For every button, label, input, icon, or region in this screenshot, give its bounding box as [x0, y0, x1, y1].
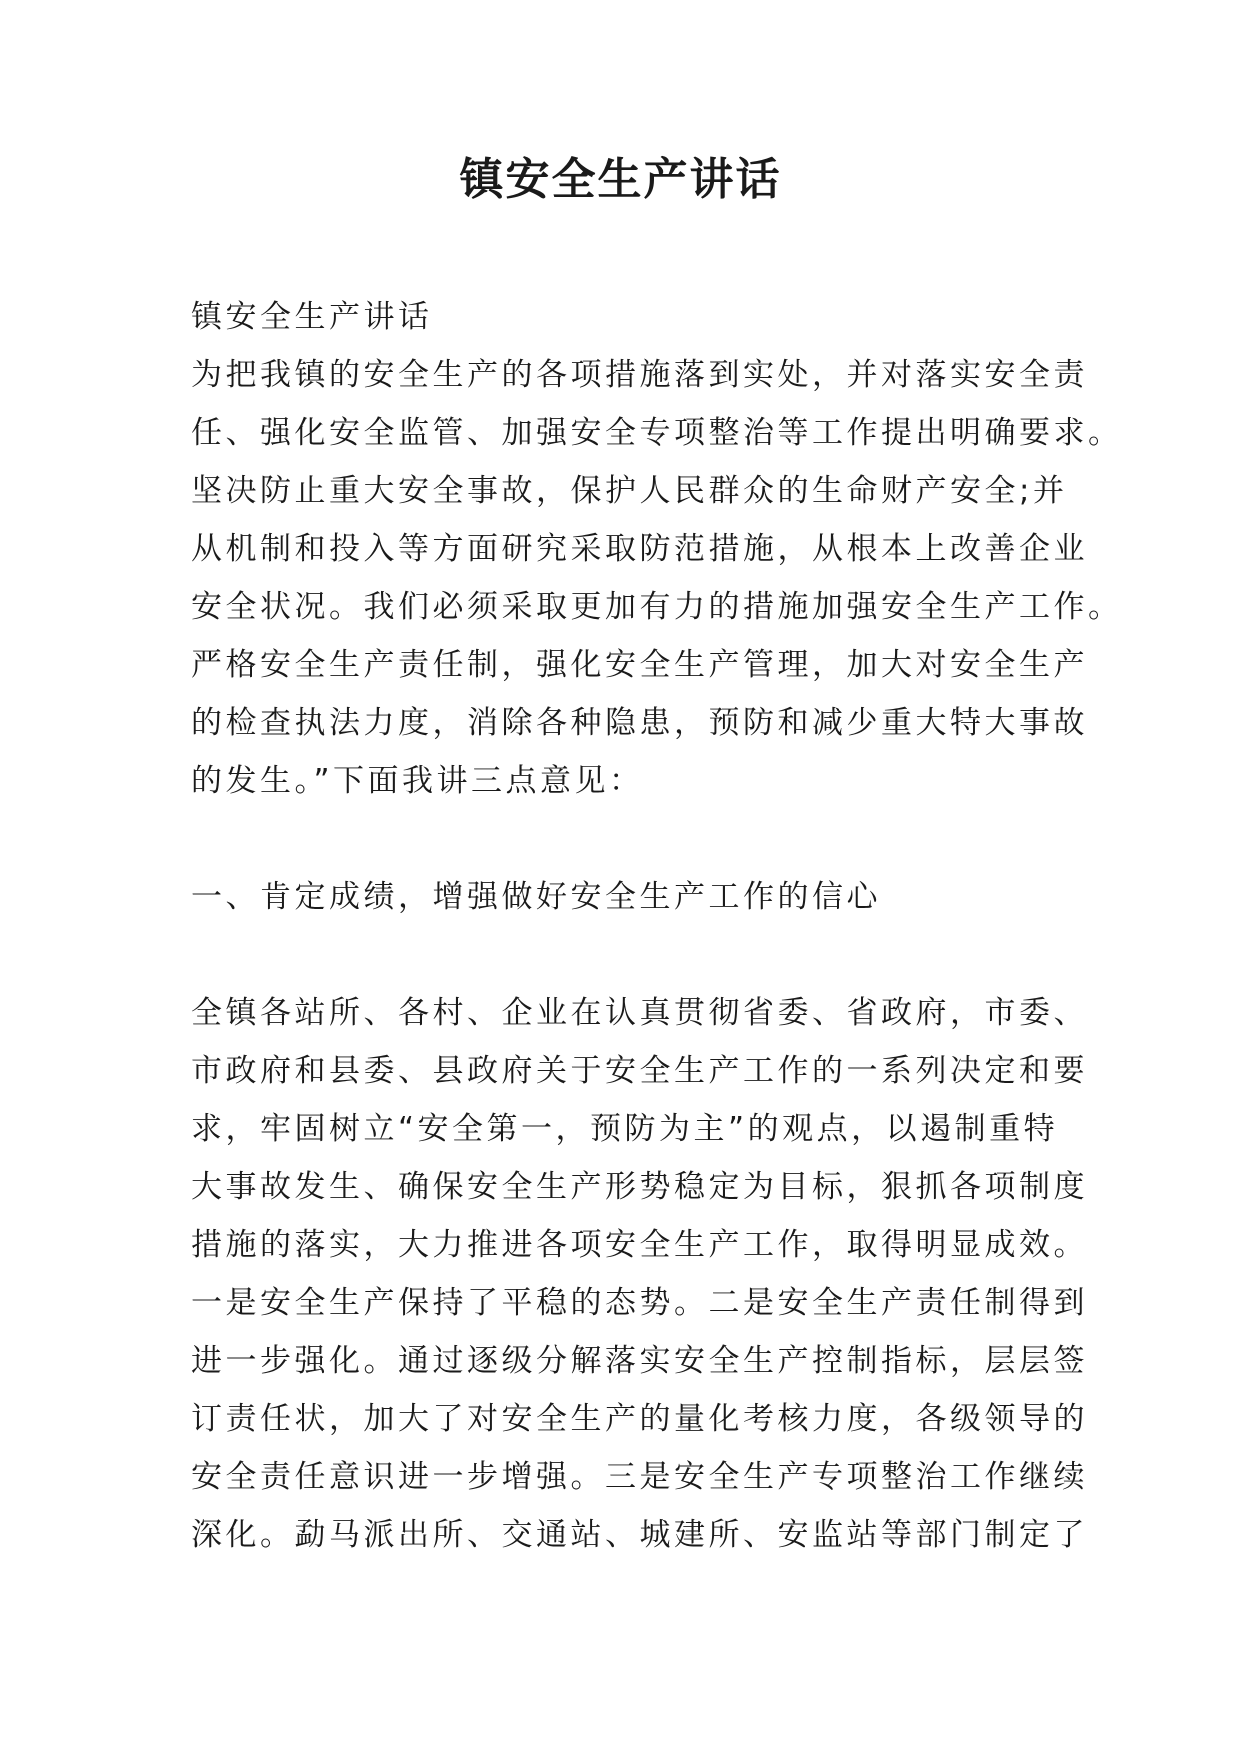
paragraph-line: 深化。勐马派出所、交通站、城建所、安监站等部门制定了: [191, 1517, 1088, 1553]
paragraph-line: 措施的落实，大力推进各项安全生产工作，取得明显成效。: [191, 1227, 1088, 1263]
paragraph-line: 大事故发生、确保安全生产形势稳定为目标，狠抓各项制度: [191, 1169, 1088, 1205]
document-body: [191, 288, 1123, 1564]
section-heading: 一、肯定成绩，增强做好安全生产工作的信心: [191, 879, 881, 915]
paragraph-line: 的检查执法力度，消除各种隐患，预防和减少重大特大事故: [191, 705, 1088, 741]
paragraph-line: 市政府和县委、县政府关于安全生产工作的一系列决定和要: [191, 1053, 1088, 1089]
paragraph-line: 求，牢固树立“安全第一，预防为主”的观点，以遏制重特: [191, 1111, 1059, 1147]
paragraph-line: 安全责任意识进一步增强。三是安全生产专项整治工作继续: [191, 1459, 1088, 1495]
paragraph-line: 为把我镇的安全生产的各项措施落到实处，并对落实安全责: [191, 357, 1088, 393]
paragraph-line: 全镇各站所、各村、企业在认真贯彻省委、省政府，市委、: [191, 995, 1088, 1031]
paragraph-line: 进一步强化。通过逐级分解落实安全生产控制指标，层层签: [191, 1343, 1088, 1379]
subtitle-line: 镇安全生产讲话: [191, 299, 433, 335]
paragraph-line: 一是安全生产保持了平稳的态势。二是安全生产责任制得到: [191, 1285, 1088, 1321]
paragraph-gap: [191, 926, 1071, 984]
paragraph-line: 安全状况。我们必须采取更加有力的措施加强安全生产工作。: [191, 589, 1123, 625]
paragraph-line: 坚决防止重大安全事故，保护人民群众的生命财产安全;并: [191, 473, 1068, 509]
paragraph-line: 任、强化安全监管、加强安全专项整治等工作提出明确要求。: [191, 415, 1123, 451]
paragraph-line: 订责任状，加大了对安全生产的量化考核力度，各级领导的: [191, 1401, 1088, 1437]
document-title: 镇安全生产讲话: [459, 154, 782, 205]
paragraph-line: 的发生。”下面我讲三点意见：: [191, 763, 644, 799]
paragraph-line: 从机制和投入等方面研究采取防范措施，从根本上改善企业: [191, 531, 1088, 567]
paragraph-line: 严格安全生产责任制，强化安全生产管理，加大对安全生产: [191, 647, 1088, 683]
paragraph-gap: [191, 810, 1071, 868]
